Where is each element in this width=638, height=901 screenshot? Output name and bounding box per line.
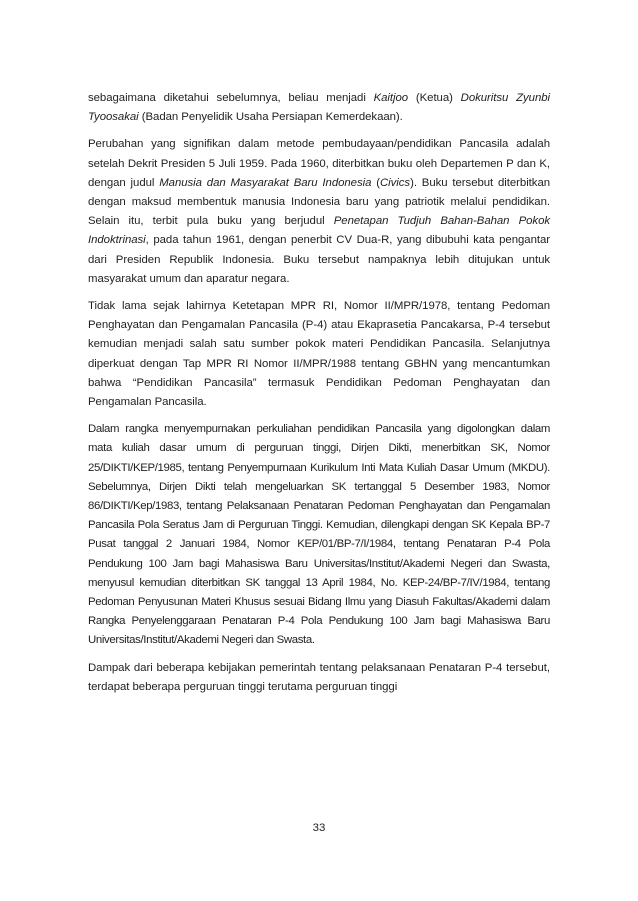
text-segment: , pada tahun 1961, dengan penerbit CV Dua-R, yang dibubuhi kata pengantar dari Presiden Republik Indonesia. Buku tersebut nampaknya lebih ditujukan untuk masyarakat umum dan aparatur negara. bbox=[88, 234, 550, 285]
text-segment-italic: Civics bbox=[380, 176, 411, 189]
text-segment: ). Buku tersebut diterbitkan dengan maksud membentuk manusia Indonesia baru yang patriotik melalui pendidikan. Selain itu, terbit pula buku yang berjudul bbox=[88, 176, 551, 228]
paragraph-1 bbox=[88, 89, 550, 127]
paragraph-3 bbox=[88, 297, 550, 412]
paragraph-2 bbox=[88, 135, 550, 289]
text-segment: Tidak lama sejak lahirnya Ketetapan MPR RI, Nomor II/MPR/1978, tentang Pedoman Penghayatan dan Pengamalan Pancasila (P-4) atau Ekaprasetia Pancakarsa, P-4 tersebut kemudian menjadi salah satu sumber pokok materi Pendidikan Pancasila. Selanjutnya diperkuat dengan Tap MPR RI Nomor II/MPR/1988 tentang GBHN yang mencantumkan bahwa “Pendidikan Pancasila” termasuk Pendidikan Pedoman Penghayatan dan Pengamalan Pancasila. bbox=[88, 300, 550, 409]
paragraph-4 bbox=[88, 420, 550, 650]
paragraph-5 bbox=[88, 659, 550, 697]
text-segment-italic: Penetapan Tudjuh Bahan-Bahan Pokok Indoktrinasi bbox=[88, 215, 550, 247]
text-segment-italic: Manusia dan Masyarakat Baru Indonesia bbox=[159, 176, 372, 189]
text-segment: ( bbox=[371, 176, 380, 189]
text-segment: (Badan Penyelidik Usaha Persiapan Kemerdekaan). bbox=[138, 111, 403, 124]
text-segment: Dampak dari beberapa kebijakan pemerintah tentang pelaksanaan Penataran P-4 tersebut, terdapat beberapa perguruan tinggi terutama perguruan tinggi bbox=[88, 661, 550, 693]
text-segment-italic: Kaitjoo bbox=[373, 92, 409, 104]
text-segment-italic: Dokuritsu Zyunbi Tyoosakai bbox=[88, 92, 550, 124]
text-segment: sebagaimana diketahui sebelumnya, beliau menjadi bbox=[88, 92, 374, 104]
text-segment: Perubahan yang signifikan dalam metode pembudayaan/pendidikan Pancasila adalah setelah Dekrit Presiden 5 Juli 1959. Pada 1960, diterbitkan buku oleh Departemen P dan K, dengan judul bbox=[88, 138, 550, 189]
text-segment: Dalam rangka menyempurnakan perkuliahan pendidikan Pancasila yang digolongkan dalam mata kuliah dasar umum di perguruan tinggi, Dirjen Dikti, menerbitkan SK, Nomor 25/DIKTI/KEP/1985, tentang Penyempurnaan Kurikulum Inti Mata Kuliah Dasar Umum (MKDU). Sebelumnya, Dirjen Dikti telah mengeluarkan SK tertanggal 5 Desember 1983, Nomor 86/DIKTI/Kep/1983, tentang Pelaksanaan Penataran Pedoman Penghayatan dan Pengamalan Pancasila Pola Seratus Jam di Perguruan Tinggi. Kemudian, dilengkapi dengan SK Kepala BP-7 Pusat tanggal 2 Januari 1984, Nomor KEP/01/BP-7/I/1984, tentang Penataran P-4 Pola Pendukung 100 Jam bagi Mahasiswa Baru Universitas/Institut/Akademi Negeri dan Swasta, menyusul kemudian diterbitkan SK tanggal 13 April 1984, No. KEP-24/BP-7/IV/1984, tentang Pedoman Penyusunan Materi Khusus sesuai Bidang Ilmu yang Diasuh Fakultas/Akademi dalam Rangka Penyelenggaraan Penataran P-4 Pola Pendukung 100 Jam bagi Mahasiswa Baru Universitas/Institut/Akademi Negeri dan Swasta. bbox=[88, 423, 550, 647]
page-number: 33 bbox=[312, 822, 326, 834]
text-segment: (Ketua) bbox=[408, 92, 461, 104]
page-body bbox=[88, 89, 550, 705]
